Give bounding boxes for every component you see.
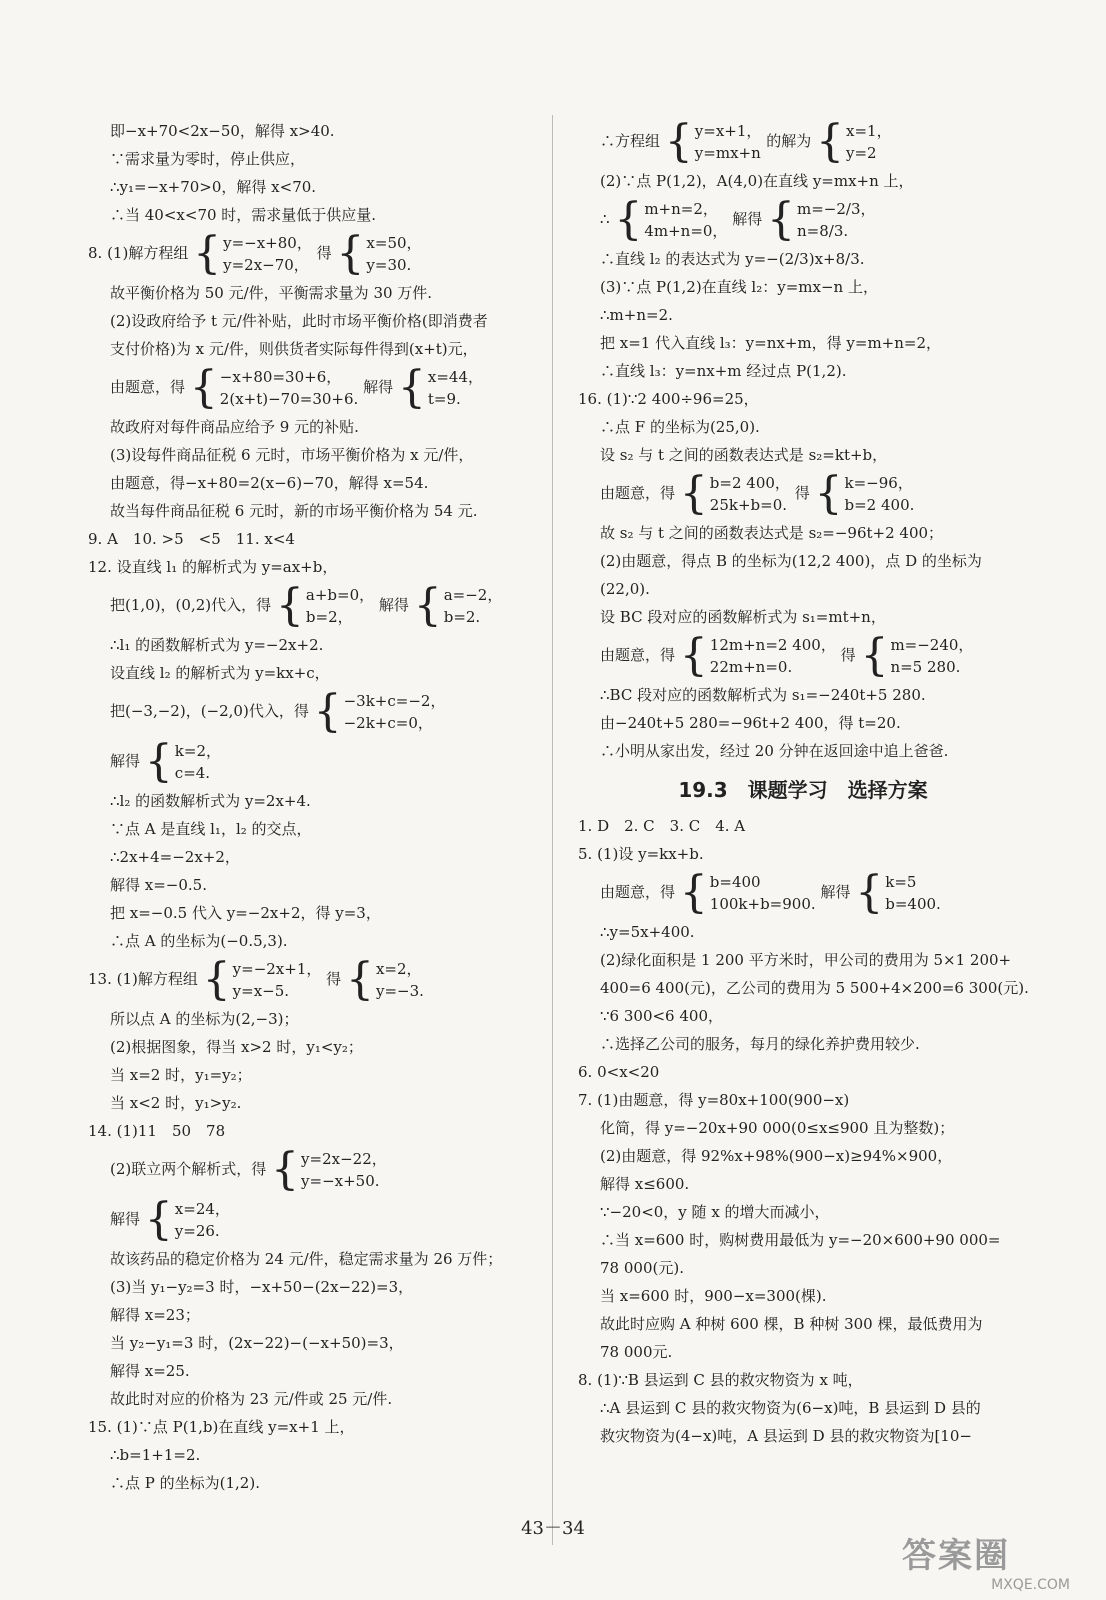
eq-row: y=−x+50. — [301, 1172, 380, 1190]
equation-system: { b=2 400， 25k+b=0. — [679, 468, 790, 519]
text-line: (2)由题意，得点 B 的坐标为(12,2 400)，点 D 的坐标为 — [600, 552, 982, 570]
equation-line — [578, 118, 1028, 166]
equation-line — [88, 1146, 533, 1194]
eq-row: m+n=2， — [644, 200, 718, 218]
eq-row: x=50， — [366, 234, 422, 252]
text-line: ∵6 300<6 400， — [600, 1007, 723, 1025]
text: 得 — [326, 970, 342, 988]
text-line: ∴y₁=−x+70>0，解得 x<70. — [110, 178, 317, 196]
text: 解得 — [820, 883, 851, 901]
eq-row: x=1， — [846, 122, 892, 140]
equation-line — [88, 582, 533, 630]
text-line: 解得 x=25. — [110, 1362, 190, 1380]
text-line: 支付价格)为 x 元/件，则供货者实际每件得到(x+t)元， — [110, 340, 478, 358]
eq-row: m=−2/3， — [797, 200, 876, 218]
eq-row: y=x+1， — [694, 122, 762, 140]
text: 解得 — [110, 752, 141, 770]
text-line: 5. (1)设 y=kx+b. — [578, 845, 704, 863]
eq-row: y=−3. — [375, 982, 424, 1000]
eq-row: n=8/3. — [797, 222, 849, 240]
eq-row: 22m+n=0. — [709, 658, 793, 676]
text-line: 设直线 l₂ 的解析式为 y=kx+c， — [110, 664, 330, 682]
text-line: 400=6 400(元)，乙公司的费用为 5 500+4×200=6 300(元). — [600, 979, 1029, 997]
eq-row: k=5 — [885, 873, 917, 891]
equation-system: { y=2x−22， y=−x+50. — [271, 1144, 387, 1195]
text-line: ∴点 F 的坐标为(25,0). — [600, 418, 760, 436]
text-line: 解得 x=−0.5. — [110, 876, 207, 894]
equation-system: { b=400 100k+b=900. — [679, 867, 816, 918]
text: 得 — [840, 646, 856, 664]
eq-row: −x+80=30+6， — [219, 368, 342, 386]
eq-row: b=2 400. — [844, 496, 915, 514]
text-line: ∴2x+4=−2x+2， — [110, 848, 240, 866]
equation-line — [88, 1196, 533, 1244]
equation-system: { m=−240， n=5 280. — [860, 630, 974, 681]
text: 解得 — [363, 378, 394, 396]
eq-row: b=400. — [885, 895, 941, 913]
text-line: 6. 0<x<20 — [578, 1063, 660, 1081]
eq-row: −3k+c=−2， — [343, 692, 446, 710]
text-line: ∴当 40<x<70 时，需求量低于供应量. — [110, 206, 377, 224]
text-line: 设 BC 段对应的函数解析式为 s₁=mt+n， — [600, 608, 886, 626]
text-line: 即−x+70<2x−50，解得 x>40. — [110, 122, 335, 140]
equation-system: { x=2， y=−3. — [345, 954, 424, 1005]
text-line: ∴小明从家出发，经过 20 分钟在返回途中追上爸爸. — [600, 742, 949, 760]
text-line: 设 s₂ 与 t 之间的函数表达式是 s₂=kt+b， — [600, 446, 888, 464]
page-number: 43－34 — [521, 1518, 585, 1539]
text-line: 当 y₂−y₁=3 时，(2x−22)−(−x+50)=3， — [110, 1334, 404, 1352]
equation-system: { −x+80=30+6， 2(x+t)−70=30+6. — [189, 362, 359, 413]
eq-row: c=4. — [174, 764, 211, 782]
equation-system: { a=−2， b=2. — [413, 580, 503, 631]
eq-row: y=2 — [846, 144, 877, 162]
text-line: ∴BC 段对应的函数解析式为 s₁=−240t+5 280. — [600, 686, 926, 704]
text: 由题意，得 — [600, 646, 676, 664]
text: 8. (1)解方程组 — [88, 244, 189, 262]
eq-row: 100k+b=900. — [709, 895, 816, 913]
equation-system: { a+b=0， b=2， — [275, 580, 375, 631]
eq-row: a=−2， — [443, 586, 503, 604]
eq-row: 4m+n=0， — [644, 222, 728, 240]
text-line: 8. (1)∵B 县运到 C 县的救灾物资为 x 吨， — [578, 1371, 863, 1389]
equation-line — [578, 196, 1028, 244]
text-line: 当 x<2 时，y₁>y₂. — [110, 1094, 242, 1112]
eq-row: y=x−5. — [232, 982, 290, 1000]
text-line: ∴l₂ 的函数解析式为 y=2x+4. — [110, 792, 311, 810]
equation-system: { x=44， t=9. — [397, 362, 483, 413]
text-line: 解得 x=23； — [110, 1306, 200, 1324]
equation-system: { k=5 b=400. — [855, 867, 941, 918]
text: 把(1,0)，(0,2)代入，得 — [110, 596, 272, 614]
eq-row: b=400 — [709, 873, 761, 891]
text-line: 12. 设直线 l₁ 的解析式为 y=ax+b， — [88, 558, 338, 576]
text-line: (2)由题意，得 92%x+98%(900−x)≥94%×900， — [600, 1147, 953, 1165]
eq-row: 12m+n=2 400， — [709, 636, 836, 654]
text-line: 当 x=2 时，y₁=y₂； — [110, 1066, 252, 1084]
equation-line — [88, 364, 533, 412]
text-line: 14. (1)11 50 78 — [88, 1122, 226, 1140]
text-line: 所以点 A 的坐标为(2,−3)； — [110, 1010, 299, 1028]
eq-row: −2k+c=0， — [343, 714, 433, 732]
text: 解得 — [732, 210, 763, 228]
text-line: 由题意，得−x+80=2(x−6)−70，解得 x=54. — [110, 474, 429, 492]
text-line: ∴l₁ 的函数解析式为 y=−2x+2. — [110, 636, 324, 654]
eq-row: x=2， — [375, 960, 422, 978]
text-line: ∴m+n=2. — [600, 306, 673, 324]
text-line: ∴A 县运到 C 县的救灾物资为(6−x)吨，B 县运到 D 县的 — [600, 1399, 981, 1417]
text-line: ∴直线 l₃：y=nx+m 经过点 P(1,2). — [600, 362, 847, 380]
equation-system: { y=x+1， y=mx+n — [664, 116, 762, 167]
text-line: (2)设政府给予 t 元/件补贴，此时市场平衡价格(即消费者 — [110, 312, 488, 330]
text-line: ∴当 x=600 时，购树费用最低为 y=−20×600+90 000= — [600, 1231, 1001, 1249]
equation-system: { m=−2/3， n=8/3. — [767, 194, 876, 245]
eq-row: t=9. — [427, 390, 461, 408]
equation-line — [578, 869, 1028, 917]
text-line: 解得 x≤600. — [600, 1175, 690, 1193]
equation-line — [88, 956, 533, 1004]
eq-row: y=2x−70， — [223, 256, 309, 274]
text-line: 当 x=600 时，900−x=300(棵). — [600, 1287, 827, 1305]
text: ∴方程组 — [600, 132, 661, 150]
equation-line — [88, 688, 533, 736]
text-line: 救灾物资为(4−x)吨，A 县运到 D 县的救灾物资为[10− — [600, 1427, 972, 1445]
text-line: 故此时应购 A 种树 600 棵，B 种树 300 棵，最低费用为 — [600, 1315, 983, 1333]
text: 由题意，得 — [110, 378, 186, 396]
eq-row: y=26. — [174, 1222, 220, 1240]
equation-system: { m+n=2， 4m+n=0， — [614, 194, 728, 245]
eq-row: m=−240， — [890, 636, 974, 654]
text-line: 故当每件商品征税 6 元时，新的市场平衡价格为 54 元. — [110, 502, 478, 520]
eq-row: b=2. — [443, 608, 481, 626]
text-line: 把 x=1 代入直线 l₃：y=nx+m，得 y=m+n=2， — [600, 334, 942, 352]
text: 得 — [794, 484, 810, 502]
text: 13. (1)解方程组 — [88, 970, 198, 988]
eq-row: b=2 400， — [709, 474, 790, 492]
text-line: (22,0). — [600, 580, 650, 598]
eq-row: 25k+b=0. — [709, 496, 788, 514]
equation-system: { y=−2x+1， y=x−5. — [202, 954, 322, 1005]
text-line: (3)∵点 P(1,2)在直线 l₂：y=mx−n 上， — [600, 278, 878, 296]
text: 得 — [316, 244, 332, 262]
section-title: 19.3 课题学习 选择方案 — [678, 778, 928, 802]
text: 把(−3,−2)，(−2,0)代入，得 — [110, 702, 309, 720]
text-line: 故此时对应的价格为 23 元/件或 25 元/件. — [110, 1390, 393, 1408]
equation-line — [578, 470, 1028, 518]
eq-row: y=−2x+1， — [232, 960, 322, 978]
text-line: ∵−20<0，y 随 x 的增大而减小， — [600, 1203, 830, 1221]
text: 解得 — [110, 1210, 141, 1228]
equation-system: { x=1， y=2 — [816, 116, 892, 167]
eq-row: b=2， — [305, 608, 353, 626]
text-line: ∴y=5x+400. — [600, 923, 695, 941]
eq-row: y=2x−22， — [301, 1150, 387, 1168]
eq-row: y=−x+80， — [223, 234, 312, 252]
column-divider — [552, 115, 553, 1545]
text-line: ∵点 A 是直线 l₁，l₂ 的交点， — [110, 820, 312, 838]
equation-line — [578, 632, 1028, 680]
eq-row: 2(x+t)−70=30+6. — [219, 390, 359, 408]
text: 的解为 — [766, 132, 812, 150]
text-line: ∴点 P 的坐标为(1,2). — [110, 1474, 260, 1492]
text: 由题意，得 — [600, 883, 676, 901]
equation-system: { 12m+n=2 400， 22m+n=0. — [679, 630, 836, 681]
text-line: (2)绿化面积是 1 200 平方米时，甲公司的费用为 5×1 200+ — [600, 951, 1012, 969]
text-line: 15. (1)∵点 P(1,b)在直线 y=x+1 上， — [88, 1418, 355, 1436]
equation-line — [88, 230, 533, 278]
eq-row: x=44， — [427, 368, 483, 386]
text-line: 化简，得 y=−20x+90 000(0≤x≤900 且为整数)； — [600, 1119, 955, 1137]
text: 解得 — [378, 596, 409, 614]
text-line: 故 s₂ 与 t 之间的函数表达式是 s₂=−96t+2 400； — [600, 524, 944, 542]
text-line: (2)∵点 P(1,2)，A(4,0)在直线 y=mx+n 上， — [600, 172, 914, 190]
text-line: 故平衡价格为 50 元/件，平衡需求量为 30 万件. — [110, 284, 433, 302]
text-line: (3)设每件商品征税 6 元时，市场平衡价格为 x 元/件， — [110, 446, 474, 464]
left-column — [88, 118, 533, 1498]
text: (2)联立两个解析式，得 — [110, 1160, 267, 1178]
text: ∴ — [600, 210, 610, 228]
text-line: 78 000元. — [600, 1343, 673, 1361]
equation-line — [88, 738, 533, 786]
text-line: (3)当 y₁−y₂=3 时，−x+50−(2x−22)=3， — [110, 1278, 414, 1296]
equation-system: { −3k+c=−2， −2k+c=0， — [313, 686, 446, 737]
equation-system: { k=2， c=4. — [144, 736, 221, 787]
text-line: (2)根据图象，得当 x>2 时，y₁<y₂； — [110, 1038, 363, 1056]
text-line: 故该药品的稳定价格为 24 元/件，稳定需求量为 26 万件； — [110, 1250, 503, 1268]
watermark-logo — [902, 1528, 1078, 1593]
text-line: ∴选择乙公司的服务，每月的绿化养护费用较少. — [600, 1035, 920, 1053]
text-line: 由−240t+5 280=−96t+2 400，得 t=20. — [600, 714, 901, 732]
text-line: 故政府对每件商品应给予 9 元的补贴. — [110, 418, 359, 436]
text-line: 1. D 2. C 3. C 4. A — [578, 817, 746, 835]
text-line: 9. A 10. >5 <5 11. x<4 — [88, 530, 295, 548]
text-line: ∴点 A 的坐标为(−0.5,3). — [110, 932, 288, 950]
equation-system: { y=−x+80， y=2x−70， — [193, 228, 312, 279]
equation-system: { x=50， y=30. — [336, 228, 422, 279]
watermark-url: MXQE.COM — [991, 1577, 1070, 1593]
eq-row: y=mx+n — [694, 144, 761, 162]
text-line: ∴直线 l₂ 的表达式为 y=−(2/3)x+8/3. — [600, 250, 865, 268]
watermark-text: 答案圈 — [902, 1536, 1010, 1576]
eq-row: k=−96， — [844, 474, 913, 492]
eq-row: k=2， — [174, 742, 221, 760]
equation-system: { k=−96， b=2 400. — [814, 468, 915, 519]
eq-row: a+b=0， — [305, 586, 375, 604]
text-line: 16. (1)∵2 400÷96=25， — [578, 390, 759, 408]
eq-row: n=5 280. — [890, 658, 961, 676]
right-column — [578, 118, 1028, 1451]
text-line: 7. (1)由题意，得 y=80x+100(900−x) — [578, 1091, 850, 1109]
equation-system: { x=24， y=26. — [144, 1194, 230, 1245]
text-line: 78 000(元). — [600, 1259, 684, 1277]
text: 由题意，得 — [600, 484, 676, 502]
text-line: 把 x=−0.5 代入 y=−2x+2，得 y=3， — [110, 904, 381, 922]
text-line: ∵需求量为零时，停止供应， — [110, 150, 306, 168]
eq-row: y=30. — [366, 256, 412, 274]
text-line: ∴b=1+1=2. — [110, 1446, 201, 1464]
eq-row: x=24， — [174, 1200, 230, 1218]
